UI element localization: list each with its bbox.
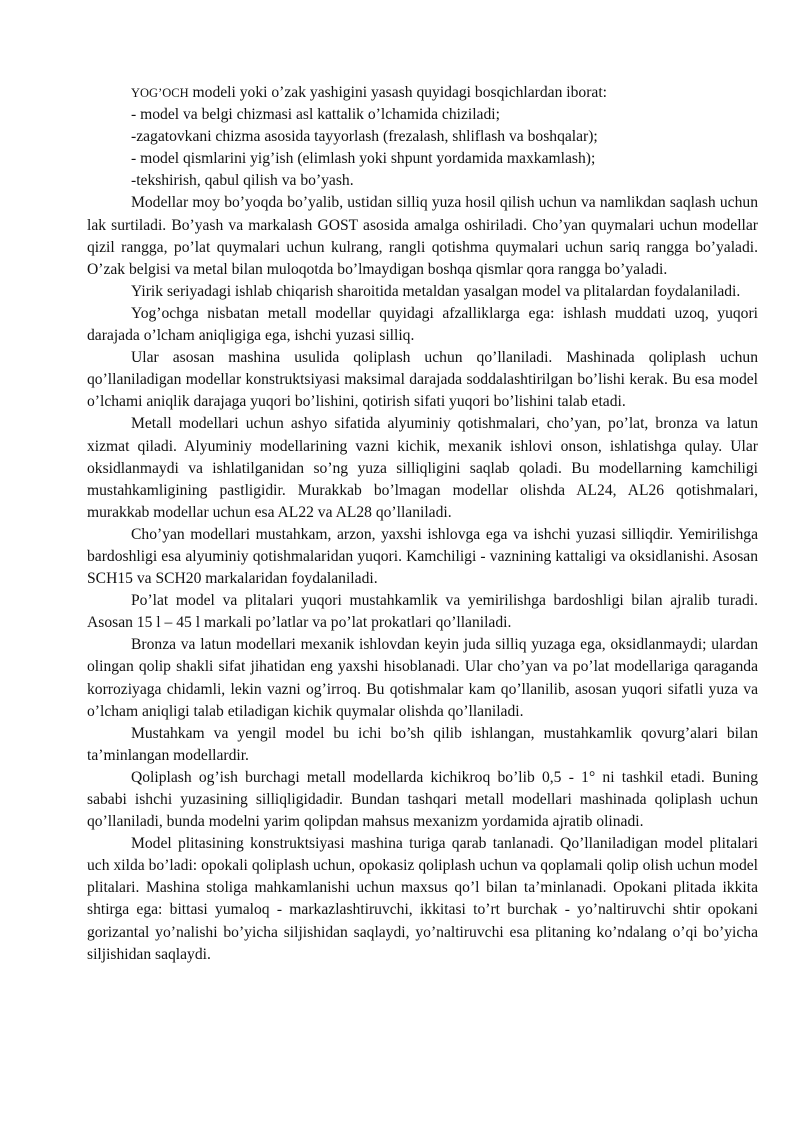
intro-text: modeli yoki o’zak yashigini yasash quyidagi bosqichlardan iborat: <box>188 84 607 101</box>
paragraph: Cho’yan modellari mustahkam, arzon, yaxshi ishlovga ega va ishchi yuzasi silliqdir. Yemirilishga bardoshligi esa alyuminiy qotishmalaridan yuqori. Kamchiligi - vaznining kattaligi va oksidlanishi. Asosan SCH15 va SCH20 markalaridan foydalaniladi. <box>87 525 758 588</box>
intro-term: YOG’OCH <box>131 86 189 100</box>
step-item: - model qismlarini yig’ish (elimlash yoki shpunt yordamida maxkamlash); <box>131 150 596 168</box>
step-item: -tekshirish, qabul qilish va bo’yash. <box>131 172 354 190</box>
paragraph: Model plitasining konstruktsiyasi mashina turiga qarab tanlanadi. Qo’llaniladigan model plitalari uch xilda bo’ladi: opokali qoliplash uchun, opokasiz qoliplash uchun va qoplamali qolip olish uchun model plitalari. Mashina stoliga mahkamlanishi uchun maxsus qo’l bilan ta’minlanadi. Opokani plitada ikkita shtirga ega: bittasi yumaloq - markazlashtiruvchi, ikkitasi to’rt burchak - yo’naltiruvchi shtir opokani gorizantal yo’nalishi bo’yicha siljishidan saqlaydi, yo’naltiruvchi esa plitaning ko’ndalang o’qi bo’yicha siljishidan saqlaydi. <box>87 835 758 963</box>
document-page <box>87 82 758 966</box>
paragraph: Mustahkam va yengil model bu ichi bo’sh qilib ishlangan, mustahkamlik qovurg’alari bilan ta’minlangan modellardir. <box>87 724 758 764</box>
intro-line <box>87 82 758 104</box>
paragraph: Po’lat model va plitalari yuqori mustahkamlik va yemirilishga bardoshligi bilan ajralib turadi. Asosan 15 l – 45 l markali po’latlar va po’lat prokatlari qo’llaniladi. <box>87 592 758 632</box>
paragraph: Bronza va latun modellari mexanik ishlovdan keyin juda silliq yuzaga ega, oksidlanmaydi; ulardan olingan qolip shakli sifat jihatidan eng yaxshi hisoblanadi. Ular cho’yan va po’lat modellariga qaraganda korroziyaga chidamli, lekin vazni og’irroq. Bu qotishmalar kam qo’llanilib, asosan yuqori sifatli yuza va o’lcham aniqligi talab etiladigan kichik quymalar olishda qo’llaniladi. <box>87 636 758 720</box>
paragraph: Metall modellari uchun ashyo sifatida alyuminiy qotishmalari, cho’yan, po’lat, bronza va latun xizmat qiladi. Alyuminiy modellarining vazni kichik, mexanik ishlovi onson, ishlatishga qulay. Ular oksidlanmaydi va ishlatilganidan so’ng yuza silliqligini saqlab qoladi. Bu modellarning kamchiligi mustahkamligining pastligidir. Murakkab bo’lmagan modellar olishda AL24, AL26 qotishmalari, murakkab modellar uchun esa AL22 va AL28 qo’llaniladi. <box>87 415 758 521</box>
paragraph: Ular asosan mashina usulida qoliplash uchun qo’llaniladi. Mashinada qoliplash uchun qo’llaniladigan modellar konstruktsiyasi maksimal darajada soddalashtirilgan bo’lishi kerak. Bu esa model o’lchami aniqlik darajaga yuqori bo’lishini, qotirish sifati yuqori bo’lishini talab etadi. <box>87 349 758 411</box>
step-item: - model va belgi chizmasi asl kattalik o’lchamida chiziladi; <box>131 106 500 124</box>
paragraph: Yirik seriyadagi ishlab chiqarish sharoitida metaldan yasalgan model va plitalardan foydalaniladi. <box>131 282 741 300</box>
paragraph: Qoliplash og’ish burchagi metall modellarda kichikroq bo’lib 0,5 - 1° ni tashkil etadi. Buning sababi ishchi yuzasining silliqligidadir. Bundan tashqari metall modellari mashinada qoliplash uchun qo’llaniladi, bunda modelni yarim qolipdan mahsus mexanizm yordamida ajratib olinadi. <box>87 768 758 831</box>
step-item: -zagatovkani chizma asosida tayyorlash (frezalash, shliflash va boshqalar); <box>131 128 598 146</box>
paragraph: Yog’ochga nisbatan metall modellar quyidagi afzalliklarga ega: ishlash muddati uzoq, yuqori darajada o’lcham aniqligiga ega, ishchi yuzasi silliq. <box>87 304 758 345</box>
paragraph: Modellar moy bo’yoqda bo’yalib, ustidan silliq yuza hosil qilish uchun va namlikdan saqlash uchun lak surtiladi. Bo’yash va markalash GOST asosida amalga oshiriladi. Cho’yan quymalari uchun modellar qizil rangga, po’lat quymalari uchun kulrang, rangli qotishma quymalari uchun sariq rangga bo’yaladi. O’zak belgisi va metal bilan muloqotda bo’lmaydigan boshqa qismlar qora rangga bo’yaladi. <box>87 194 758 278</box>
